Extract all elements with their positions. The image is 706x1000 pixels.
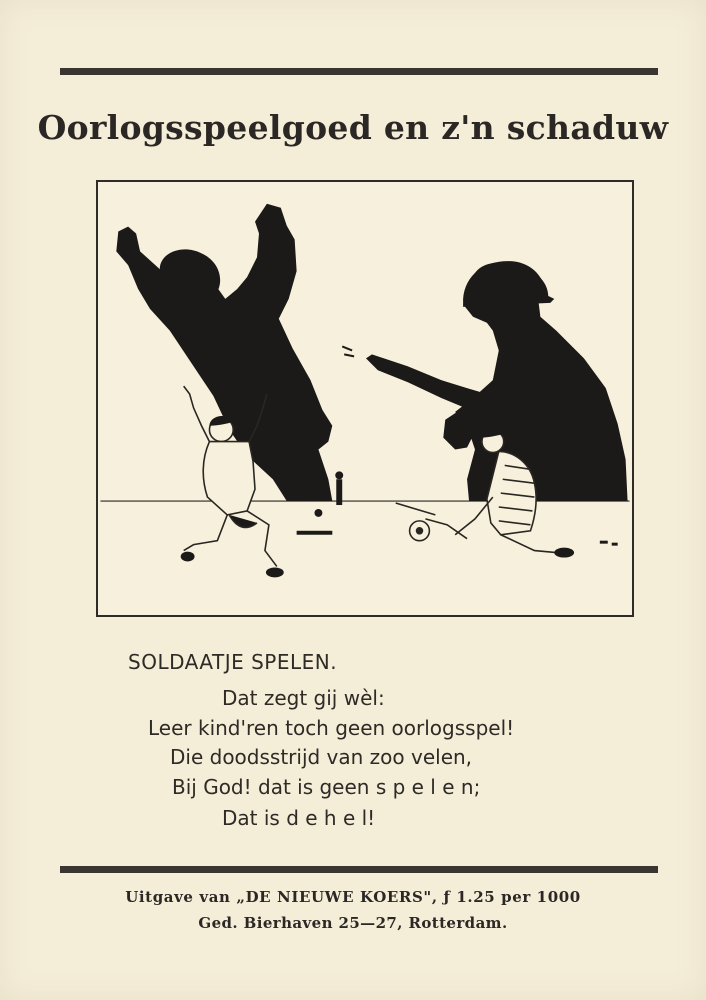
right-child-shoes [554,548,574,558]
toy-debris [600,541,618,546]
poem-line: Bij God! dat is geen s p e l e n; [172,775,481,799]
address-line: Ged. Bierhaven 25—27, Rotterdam. [198,914,508,932]
poem-line: Leer kind'ren toch geen oorlogsspel! [148,716,515,740]
poem-line: Dat is d e h e l! [222,806,376,830]
poem-heading: SOLDAATJE SPELEN. [128,650,338,674]
war-toys-shadow-illustration [98,182,632,615]
shadow-machine-gun [366,354,499,415]
top-rule [60,68,658,75]
publisher-line: Uitgave van „DE NIEUWE KOERS", ƒ 1.25 per 1000 [125,888,581,906]
poem-line: Dat zegt gij wèl: [222,686,385,710]
right-shadow-helmet [463,261,554,307]
poem-line: Die doodsstrijd van zoo velen, [170,745,473,769]
page-title: Oorlogsspeelgoed en z'n schaduw [37,108,669,147]
toy-cannon [396,503,467,541]
muzzle-flash [342,346,354,356]
shadow-gun-tripod [443,412,475,450]
illustration-frame [96,180,634,617]
bottom-rule [60,866,658,873]
